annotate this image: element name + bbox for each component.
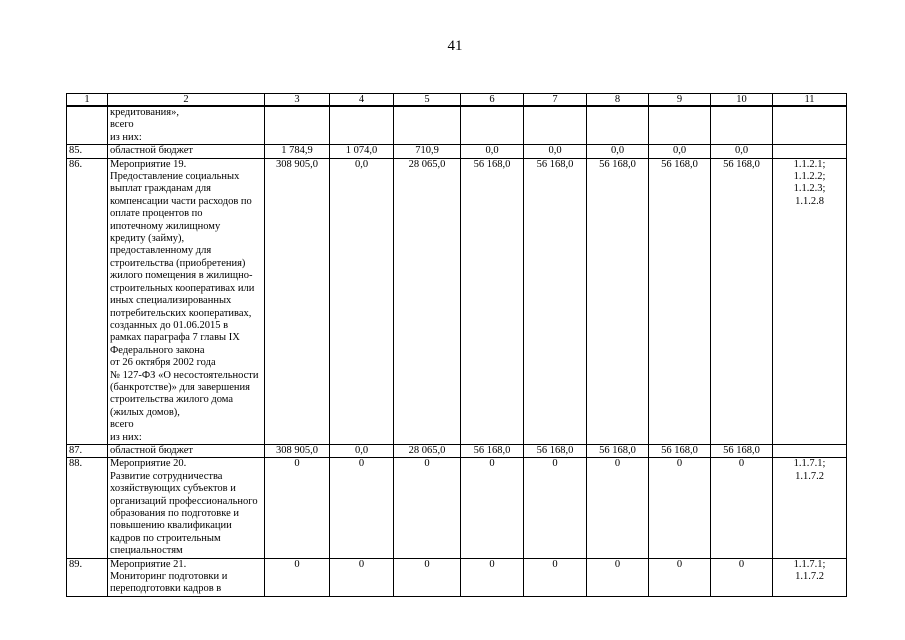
reference-line: 1.1.2.2;	[793, 171, 826, 183]
row-description	[108, 458, 265, 558]
value-cell-col-6	[461, 106, 524, 145]
table-header-row	[67, 94, 847, 107]
description-line: хозяйствующих субъектов и	[110, 483, 236, 495]
description-line: № 127-ФЗ «О несостоятельности	[110, 369, 259, 381]
reference-cell	[773, 158, 847, 444]
description-line: всего	[110, 419, 134, 431]
header-cell-11: 11	[773, 94, 847, 107]
value-text: 56 168,0	[599, 444, 636, 456]
value-cell-col-7	[524, 558, 587, 596]
description-line: Мониторинг подготовки и	[110, 571, 228, 583]
row-number	[67, 106, 108, 145]
value-cell-col-3	[265, 145, 330, 158]
reference-cell	[773, 106, 847, 145]
description-line: образования по подготовке и	[110, 508, 239, 519]
description-line: рамках параграфа 7 главы IX	[110, 332, 240, 344]
description-line: Мероприятие 20.	[110, 458, 187, 470]
header-cell-5: 5	[394, 94, 461, 107]
value-text: 56 168,0	[599, 158, 636, 170]
description-line: от 26 октября 2002 года	[110, 357, 216, 369]
value-text: 0	[294, 558, 300, 570]
reference-cell	[773, 558, 847, 596]
value-cell-col-5	[394, 558, 461, 596]
value-cell-col-7	[524, 158, 587, 444]
value-text: 0,0	[548, 145, 562, 157]
value-text: 0	[294, 458, 300, 470]
description-line: компенсации части расходов по	[110, 195, 252, 207]
header-cell-1: 1	[67, 94, 108, 107]
value-cell-col-4	[330, 145, 394, 158]
description-line: организаций профессионального	[110, 495, 258, 507]
value-cell-col-7	[524, 458, 587, 558]
value-cell-col-6	[461, 558, 524, 596]
value-text: 56 168,0	[536, 444, 574, 456]
value-text: 56 168,0	[661, 158, 698, 170]
description-line: (банкротстве)» для завершения	[110, 381, 250, 393]
header-cell-7: 7	[524, 94, 587, 107]
header-cell-9: 9	[649, 94, 711, 107]
value-cell-col-6	[461, 458, 524, 558]
description-line: областной бюджет	[110, 145, 193, 157]
description-line: предоставленному для	[110, 245, 212, 257]
description-line: из них:	[110, 431, 142, 443]
value-text: 56 168,0	[723, 158, 760, 170]
value-text: 0	[552, 458, 558, 470]
reference-line: 1.1.2.1;	[793, 158, 826, 170]
value-cell-col-5	[394, 106, 461, 145]
description-line: Развитие сотрудничества	[110, 470, 223, 482]
header-cell-8: 8	[587, 94, 649, 107]
value-text: 0	[489, 558, 495, 570]
value-cell-col-5	[394, 145, 461, 158]
table-row	[67, 106, 847, 145]
row-number: 88.	[67, 458, 108, 558]
value-cell-col-9	[649, 106, 711, 145]
value-cell-col-5	[394, 458, 461, 558]
value-cell-col-9	[649, 458, 711, 558]
header-cell-4: 4	[330, 94, 394, 107]
value-cell-col-5	[394, 158, 461, 444]
value-cell-col-8	[587, 145, 649, 158]
value-cell-col-4	[330, 106, 394, 145]
value-cell-col-4	[330, 158, 394, 444]
value-cell-col-8	[587, 558, 649, 596]
value-text: 1 784,9	[281, 145, 313, 157]
value-text: 0	[424, 458, 430, 470]
value-cell-col-5	[394, 444, 461, 457]
value-text: 0	[424, 558, 430, 570]
value-cell-col-10	[711, 106, 773, 145]
value-text: 0	[358, 558, 365, 570]
header-cell-6: 6	[461, 94, 524, 107]
description-line: строительства (приобретения)	[110, 257, 246, 269]
value-cell-col-8	[587, 158, 649, 444]
value-text: 710,9	[415, 145, 439, 157]
value-cell-col-4	[330, 458, 394, 558]
value-text: 56 168,0	[723, 444, 760, 456]
reference-line: 1.1.7.1;	[793, 558, 826, 570]
value-cell-col-7	[524, 444, 587, 457]
value-cell-col-10	[711, 458, 773, 558]
row-description	[108, 145, 265, 158]
description-line: оплате процентов по	[110, 208, 203, 220]
value-text: 308 905,0	[276, 158, 318, 170]
value-text: 0	[614, 558, 621, 570]
value-text: 0,0	[354, 444, 369, 456]
budget-table	[66, 93, 847, 597]
row-number: 87.	[67, 444, 108, 457]
value-text: 0	[738, 458, 745, 470]
reference-cell	[773, 458, 847, 558]
value-text: 28 065,0	[408, 444, 446, 456]
row-description	[108, 158, 265, 444]
row-description	[108, 106, 265, 145]
value-text: 0	[552, 558, 558, 570]
value-text: 0,0	[610, 145, 625, 157]
description-line: специальностям	[110, 545, 183, 557]
reference-line: 1.1.7.2	[795, 571, 824, 583]
table-row	[67, 145, 847, 158]
value-cell-col-8	[587, 106, 649, 145]
page-number: 41	[447, 38, 463, 54]
description-line: потребительских кооперативах,	[110, 307, 252, 319]
value-cell-col-4	[330, 444, 394, 457]
value-text: 0	[676, 458, 683, 470]
value-text: 0,0	[672, 145, 687, 157]
header-cell-3: 3	[265, 94, 330, 107]
description-line: всего	[110, 119, 134, 131]
description-line: иных специализированных	[110, 295, 232, 307]
value-cell-col-9	[649, 145, 711, 158]
description-line: повышению квалификации	[110, 520, 232, 532]
description-line: строительных кооперативах или	[110, 282, 255, 294]
value-text: 308 905,0	[276, 444, 318, 456]
description-line: Мероприятие 19.	[110, 158, 187, 170]
table-row	[67, 458, 847, 558]
description-line: Предоставление социальных	[110, 171, 240, 183]
table-row	[67, 444, 847, 457]
reference-cell	[773, 444, 847, 457]
value-cell-col-3	[265, 558, 330, 596]
value-text: 0	[489, 458, 495, 470]
value-cell-col-8	[587, 458, 649, 558]
value-cell-col-6	[461, 444, 524, 457]
value-text: 0,0	[354, 158, 369, 170]
description-line: выплат гражданам для	[110, 183, 211, 195]
value-cell-col-9	[649, 558, 711, 596]
value-cell-col-10	[711, 444, 773, 457]
reference-cell	[773, 145, 847, 158]
description-line: Федерального закона	[110, 344, 205, 356]
value-cell-col-6	[461, 158, 524, 444]
value-cell-col-8	[587, 444, 649, 457]
value-cell-col-10	[711, 145, 773, 158]
value-text: 56 168,0	[536, 158, 574, 170]
description-line: строительства жилого дома	[110, 394, 234, 406]
row-number: 89.	[67, 558, 108, 596]
table-body	[67, 94, 847, 597]
value-cell-col-3	[265, 458, 330, 558]
value-text: 0,0	[485, 145, 499, 157]
description-line: областной бюджет	[110, 444, 193, 456]
header-cell-2: 2	[108, 94, 265, 107]
value-text: 56 168,0	[473, 158, 511, 170]
row-description	[108, 444, 265, 457]
row-number: 85.	[67, 145, 108, 158]
value-cell-col-10	[711, 558, 773, 596]
description-line: кредиту (займу),	[110, 233, 185, 245]
value-cell-col-7	[524, 106, 587, 145]
description-line: кадров по строительным	[110, 532, 221, 544]
value-cell-col-6	[461, 145, 524, 158]
reference-line: 1.1.7.2	[795, 470, 824, 482]
reference-line: 1.1.2.8	[795, 195, 824, 207]
row-number: 86.	[67, 158, 108, 444]
value-cell-col-7	[524, 145, 587, 158]
value-cell-col-3	[265, 444, 330, 457]
value-cell-col-3	[265, 158, 330, 444]
value-text: 56 168,0	[661, 444, 698, 456]
header-cell-10: 10	[711, 94, 773, 107]
value-text: 28 065,0	[408, 158, 446, 170]
value-cell-col-9	[649, 444, 711, 457]
description-line: созданных до 01.06.2015 в	[110, 319, 229, 331]
row-description	[108, 558, 265, 596]
value-text: 0	[738, 558, 745, 570]
value-text: 0,0	[734, 145, 749, 157]
value-text: 1 074,0	[345, 145, 378, 157]
description-line: переподготовки кадров в	[110, 583, 222, 595]
table-row	[67, 558, 847, 596]
description-line: (жилых домов),	[110, 406, 180, 418]
table-row	[67, 158, 847, 444]
value-cell-col-10	[711, 158, 773, 444]
reference-line: 1.1.2.3;	[793, 183, 826, 195]
value-cell-col-9	[649, 158, 711, 444]
description-line: ипотечному жилищному	[110, 220, 221, 232]
value-cell-col-3	[265, 106, 330, 145]
value-text: 0	[614, 458, 621, 470]
reference-line: 1.1.7.1;	[793, 458, 826, 470]
value-text: 0	[676, 558, 683, 570]
description-line: Мероприятие 21.	[110, 558, 187, 570]
description-line: из них:	[110, 131, 142, 143]
description-line: жилого помещения в жилищно-	[110, 270, 253, 282]
value-text: 0	[358, 458, 365, 470]
value-text: 56 168,0	[473, 444, 511, 456]
description-line: кредитования»,	[110, 107, 179, 118]
value-cell-col-4	[330, 558, 394, 596]
